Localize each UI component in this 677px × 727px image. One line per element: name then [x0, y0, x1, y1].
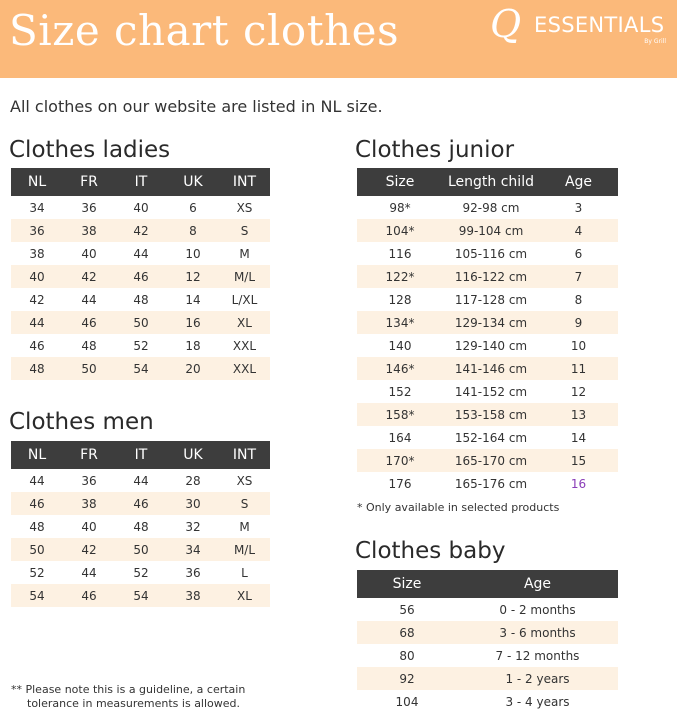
table-cell: XS — [236, 473, 253, 488]
table-cell: 165-176 cm — [454, 476, 528, 491]
table-cell: XL — [219, 584, 270, 607]
table-cell: 16 — [167, 311, 219, 334]
table-cell: 32 — [185, 519, 201, 534]
table-header-row — [357, 570, 618, 598]
guideline-footnote — [11, 683, 245, 711]
table-cell: 52 — [133, 338, 149, 353]
table-row — [357, 426, 618, 449]
table-row — [357, 690, 618, 713]
table-cell: 12 — [167, 265, 219, 288]
table-row — [357, 196, 618, 219]
column-header: Age — [539, 168, 618, 196]
table-cell: 104 — [395, 694, 419, 709]
table-cell: 40 — [133, 200, 149, 215]
table-cell: 10 — [570, 338, 587, 353]
table-cell: 42 — [29, 292, 45, 307]
table-cell: 54 — [115, 584, 167, 607]
table-row — [11, 334, 270, 357]
table-cell: M/L — [219, 265, 270, 288]
table-cell: 20 — [167, 357, 219, 380]
table-row — [357, 667, 618, 690]
table-row — [11, 311, 270, 334]
table-cell: 46 — [115, 492, 167, 515]
table-row — [11, 196, 270, 219]
table-row — [11, 242, 270, 265]
column-header: INT — [219, 441, 270, 469]
table-cell: 18 — [185, 338, 201, 353]
column-header: UK — [167, 441, 219, 469]
table-cell: 36 — [81, 200, 97, 215]
table-cell: M/L — [219, 538, 270, 561]
table-cell: 12 — [570, 384, 587, 399]
table-cell: 44 — [81, 292, 97, 307]
junior-size-table — [357, 168, 618, 495]
table-cell: L — [241, 565, 248, 580]
table-cell: 14 — [570, 430, 587, 445]
table-row — [11, 219, 270, 242]
table-cell: 129-140 cm — [454, 338, 528, 353]
table-row — [357, 242, 618, 265]
table-cell: 165-170 cm — [443, 449, 539, 472]
table-cell: M — [239, 246, 250, 261]
table-row — [357, 311, 618, 334]
brand-logo — [490, 2, 670, 48]
table-row — [357, 472, 618, 495]
header-banner — [0, 0, 677, 78]
table-cell: 46 — [29, 338, 45, 353]
table-cell: S — [219, 492, 270, 515]
table-cell: XS — [236, 200, 253, 215]
table-row — [11, 515, 270, 538]
table-cell: 116 — [388, 246, 412, 261]
junior-availability-note: * Only available in selected products — [357, 501, 560, 514]
logo-subtext: By Grill — [644, 38, 666, 45]
table-cell: 48 — [11, 357, 63, 380]
table-cell: 54 — [115, 357, 167, 380]
table-row — [357, 403, 618, 426]
table-cell: 40 — [81, 519, 97, 534]
table-cell: 105-116 cm — [454, 246, 528, 261]
table-cell: 38 — [167, 584, 219, 607]
table-cell: XXL — [232, 338, 257, 353]
table-row — [357, 621, 618, 644]
column-header: NL — [11, 168, 63, 196]
table-cell: 46 — [11, 492, 63, 515]
table-row — [11, 265, 270, 288]
table-row — [357, 288, 618, 311]
section-title-men: Clothes men — [9, 409, 154, 435]
table-row — [357, 644, 618, 667]
table-cell: 117-128 cm — [454, 292, 528, 307]
footnote-line-1: ** Please note this is a guideline, a certain — [11, 683, 246, 696]
table-cell: 30 — [167, 492, 219, 515]
table-cell: 104* — [357, 219, 443, 242]
table-cell: 48 — [133, 519, 149, 534]
table-cell: 9 — [539, 311, 618, 334]
table-cell: 11 — [539, 357, 618, 380]
table-cell: 44 — [81, 565, 97, 580]
column-header: IT — [115, 441, 167, 469]
table-header-row — [11, 168, 270, 196]
table-row — [357, 265, 618, 288]
intro-text: All clothes on our website are listed in NL size. — [10, 97, 383, 116]
column-header: IT — [115, 168, 167, 196]
table-cell: 40 — [81, 246, 97, 261]
page-title: Size chart clothes — [9, 6, 400, 55]
table-cell: 50 — [115, 538, 167, 561]
table-row — [357, 334, 618, 357]
table-cell: 42 — [63, 538, 115, 561]
table-cell: M — [239, 519, 250, 534]
table-cell: 92 — [357, 667, 457, 690]
table-cell: 1 - 2 years — [457, 667, 618, 690]
table-cell: 46 — [63, 311, 115, 334]
table-header-row — [357, 168, 618, 196]
column-header: NL — [11, 441, 63, 469]
section-title-junior: Clothes junior — [355, 137, 515, 163]
table-cell: 52 — [29, 565, 45, 580]
table-cell: 46 — [63, 584, 115, 607]
table-cell: 34 — [29, 200, 45, 215]
column-header: Age — [457, 570, 618, 598]
table-cell: 44 — [29, 473, 45, 488]
table-cell: 50 — [11, 538, 63, 561]
table-cell: 153-158 cm — [443, 403, 539, 426]
table-row — [11, 469, 270, 492]
table-row — [357, 449, 618, 472]
column-header: Size — [357, 168, 443, 196]
table-cell: 40 — [11, 265, 63, 288]
table-cell: 140 — [388, 338, 412, 353]
table-header-row — [11, 441, 270, 469]
table-cell: 8 — [574, 292, 583, 307]
section-title-ladies: Clothes ladies — [9, 137, 171, 163]
table-cell: 6 — [189, 200, 197, 215]
table-cell: 36 — [185, 565, 201, 580]
table-cell: 122* — [357, 265, 443, 288]
table-cell: 134* — [357, 311, 443, 334]
table-row — [357, 357, 618, 380]
section-title-baby: Clothes baby — [355, 538, 506, 564]
table-cell: 42 — [63, 265, 115, 288]
table-cell: 152-164 cm — [454, 430, 528, 445]
column-header: FR — [63, 168, 115, 196]
table-cell: 28 — [185, 473, 201, 488]
table-cell: 13 — [539, 403, 618, 426]
table-cell: XXL — [219, 357, 270, 380]
ladies-size-table — [11, 168, 270, 380]
table-cell: 164 — [388, 430, 412, 445]
table-cell: 44 — [11, 311, 63, 334]
table-row — [357, 598, 618, 621]
table-cell: 16 — [570, 476, 587, 491]
table-row — [11, 561, 270, 584]
table-cell: 98* — [389, 200, 411, 215]
table-cell: S — [219, 219, 270, 242]
table-cell: 44 — [133, 246, 149, 261]
column-header: UK — [167, 168, 219, 196]
table-cell: 56 — [399, 602, 415, 617]
table-cell: 48 — [81, 338, 97, 353]
table-cell: 46 — [115, 265, 167, 288]
table-cell: 129-134 cm — [443, 311, 539, 334]
table-row — [11, 288, 270, 311]
column-header: INT — [219, 168, 270, 196]
table-cell: XL — [219, 311, 270, 334]
table-cell: 8 — [167, 219, 219, 242]
table-cell: 10 — [185, 246, 201, 261]
table-cell: 116-122 cm — [443, 265, 539, 288]
table-cell: 38 — [29, 246, 45, 261]
table-cell: 7 — [539, 265, 618, 288]
table-cell: 146* — [357, 357, 443, 380]
table-cell: 42 — [115, 219, 167, 242]
table-cell: 14 — [185, 292, 201, 307]
table-cell: 68 — [357, 621, 457, 644]
table-cell: 4 — [539, 219, 618, 242]
table-cell: 50 — [63, 357, 115, 380]
table-cell: 170* — [357, 449, 443, 472]
table-row — [357, 219, 618, 242]
table-cell: 99-104 cm — [443, 219, 539, 242]
table-cell: 38 — [63, 492, 115, 515]
table-cell: 48 — [133, 292, 149, 307]
table-cell: 3 — [574, 200, 583, 215]
table-cell: 158* — [357, 403, 443, 426]
table-cell: 176 — [388, 476, 412, 491]
table-cell: 152 — [388, 384, 412, 399]
table-cell: 3 - 4 years — [505, 694, 570, 709]
column-header: Length child — [443, 168, 539, 196]
table-cell: 92-98 cm — [462, 200, 520, 215]
table-cell: 38 — [63, 219, 115, 242]
table-cell: 36 — [81, 473, 97, 488]
table-cell: 52 — [133, 565, 149, 580]
table-cell: 0 - 2 months — [499, 602, 576, 617]
table-cell: 7 - 12 months — [495, 648, 580, 663]
table-cell: 50 — [115, 311, 167, 334]
table-cell: 36 — [11, 219, 63, 242]
column-header: FR — [63, 441, 115, 469]
table-cell: 141-146 cm — [443, 357, 539, 380]
table-cell: 15 — [539, 449, 618, 472]
table-row — [11, 357, 270, 380]
men-size-table — [11, 441, 270, 607]
table-row — [11, 584, 270, 607]
table-cell: L/XL — [231, 292, 258, 307]
table-cell: 6 — [574, 246, 583, 261]
baby-size-table — [357, 570, 618, 713]
table-cell: 80 — [399, 648, 415, 663]
table-cell: 3 - 6 months — [457, 621, 618, 644]
column-header: Size — [357, 570, 457, 598]
logo-q-mark: Q — [490, 2, 522, 46]
table-row — [11, 538, 270, 561]
table-cell: 54 — [11, 584, 63, 607]
logo-text: ESSENTIALS — [534, 13, 665, 37]
table-row — [357, 380, 618, 403]
table-cell: 141-152 cm — [454, 384, 528, 399]
table-row — [11, 492, 270, 515]
table-cell: 128 — [388, 292, 412, 307]
footnote-line-2: tolerance in measurements is allowed. — [27, 697, 241, 710]
table-cell: 34 — [167, 538, 219, 561]
table-cell: 44 — [133, 473, 149, 488]
table-cell: 48 — [29, 519, 45, 534]
